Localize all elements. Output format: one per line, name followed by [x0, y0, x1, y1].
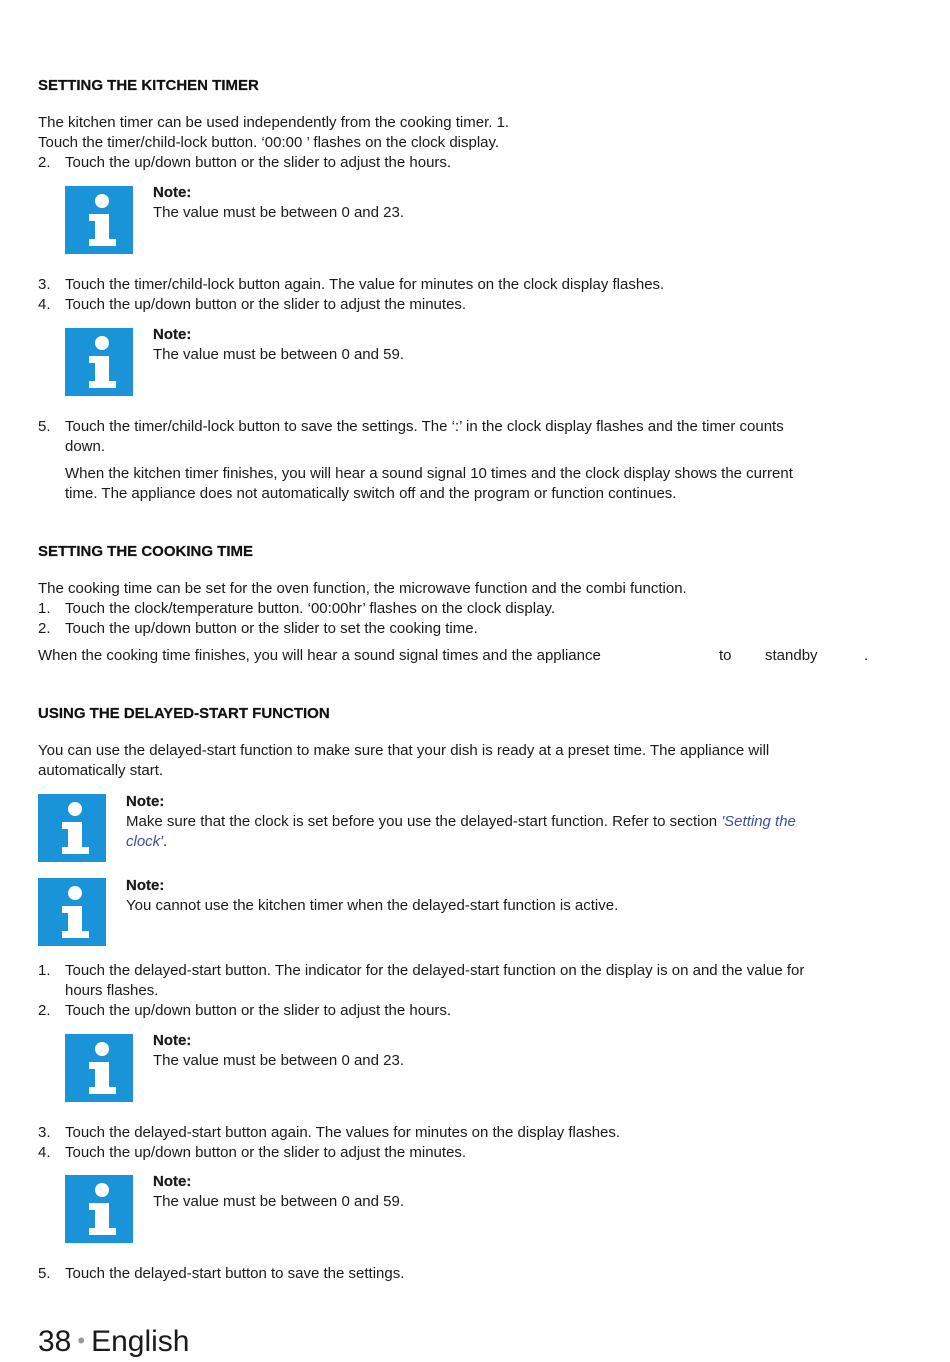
section-heading-delayed-start: USING THE DELAYED-START FUNCTION [38, 705, 330, 722]
list-item [38, 1143, 466, 1163]
page-footer [38, 1324, 189, 1362]
list-text: Touch the up/down button or the slider to set the cooking time. [65, 620, 478, 637]
section-heading-kitchen-timer: SETTING THE KITCHEN TIMER [38, 77, 259, 94]
note-label: Note: [153, 1032, 192, 1049]
list-text: Touch the delayed-start button to save the settings. [65, 1265, 405, 1282]
list-item [38, 295, 466, 315]
list-text: Touch the clock/temperature button. ‘00:00hr’ flashes on the clock display. [65, 600, 555, 617]
list-number: 3. [38, 1124, 51, 1141]
note-label: Note: [153, 326, 192, 343]
cross-reference-link[interactable]: clock' [126, 833, 164, 850]
page-number: 38 [38, 1325, 72, 1358]
list-number: 4. [38, 1144, 51, 1161]
footer-separator: • [77, 1328, 86, 1353]
list-number: 5. [38, 418, 51, 435]
paragraph: automatically start. [38, 762, 164, 779]
kitchen-timer-intro-line2: Touch the timer/child-lock button. ‘00:00 ’ flashes on the clock display. [38, 134, 500, 151]
paragraph: time. The appliance does not automatically switch off and the program or function continues. [65, 485, 677, 502]
note-text: The value must be between 0 and 23. [153, 204, 405, 221]
note-text [126, 812, 796, 832]
paragraph: You can use the delayed-start function to make sure that your dish is ready at a preset time. The appliance will [38, 742, 770, 759]
list-text: Touch the delayed-start button. The indicator for the delayed-start function on the display is on and the value for [65, 962, 805, 979]
note-text: The value must be between 0 and 59. [153, 346, 405, 363]
note-label: Note: [126, 793, 165, 810]
paragraph: When the cooking time finishes, you will hear a sound signal times and the appliance [38, 647, 601, 664]
list-text: Touch the timer/child-lock button to save the settings. The ‘:’ in the clock display flashes and the timer counts [65, 418, 784, 435]
info-icon [65, 328, 133, 396]
note-label: Note: [153, 1173, 192, 1190]
info-icon [38, 878, 106, 946]
list-number: 5. [38, 1265, 51, 1282]
list-item [38, 153, 451, 173]
list-item [38, 1001, 451, 1021]
info-icon [65, 1175, 133, 1243]
cross-reference-link[interactable]: 'Setting the [721, 813, 796, 830]
list-number: 4. [38, 296, 51, 313]
list-text: Touch the delayed-start button again. The values for minutes on the display flashes. [65, 1124, 621, 1141]
paragraph: The cooking time can be set for the oven function, the microwave function and the combi function. [38, 580, 687, 597]
list-text-continued: hours flashes. [65, 982, 159, 999]
info-icon [38, 794, 106, 862]
note-label: Note: [126, 877, 165, 894]
list-item [38, 1264, 404, 1284]
list-item [38, 275, 664, 295]
list-number: 1. [38, 962, 51, 979]
paragraph-fragment: . [864, 647, 869, 664]
list-text: Touch the timer/child-lock button again. The value for minutes on the clock display flashes. [65, 276, 665, 293]
info-icon [65, 1034, 133, 1102]
list-number: 1. [38, 600, 51, 617]
note-text-body: Make sure that the clock is set before you use the delayed-start function. Refer to section [126, 813, 722, 830]
list-text: Touch the up/down button or the slider to adjust the minutes. [65, 296, 467, 313]
list-text-continued: down. [65, 438, 106, 455]
paragraph-fragment: to [719, 647, 732, 664]
list-item [38, 619, 478, 639]
list-number: 2. [38, 154, 51, 171]
paragraph: When the kitchen timer finishes, you will hear a sound signal 10 times and the clock display shows the current [65, 465, 793, 482]
note-text: You cannot use the kitchen timer when the delayed-start function is active. [126, 897, 619, 914]
note-text: The value must be between 0 and 59. [153, 1193, 405, 1210]
list-number: 2. [38, 1002, 51, 1019]
list-item [38, 417, 784, 437]
note-label: Note: [153, 184, 192, 201]
list-text: Touch the up/down button or the slider to adjust the hours. [65, 154, 452, 171]
section-heading-cooking-time: SETTING THE COOKING TIME [38, 543, 254, 560]
list-item [38, 1123, 620, 1143]
list-number: 3. [38, 276, 51, 293]
list-item [38, 599, 555, 619]
info-icon [65, 186, 133, 254]
footer-language: English [91, 1325, 190, 1358]
kitchen-timer-intro-line1: The kitchen timer can be used independently from the cooking timer. 1. [38, 114, 510, 131]
note-text-continued [126, 832, 167, 852]
list-text: Touch the up/down button or the slider to adjust the minutes. [65, 1144, 467, 1161]
list-item [38, 961, 804, 981]
note-text: The value must be between 0 and 23. [153, 1052, 405, 1069]
note-text-end: . [163, 833, 168, 850]
list-number: 2. [38, 620, 51, 637]
paragraph-fragment: standby [765, 647, 818, 664]
list-text: Touch the up/down button or the slider to adjust the hours. [65, 1002, 452, 1019]
